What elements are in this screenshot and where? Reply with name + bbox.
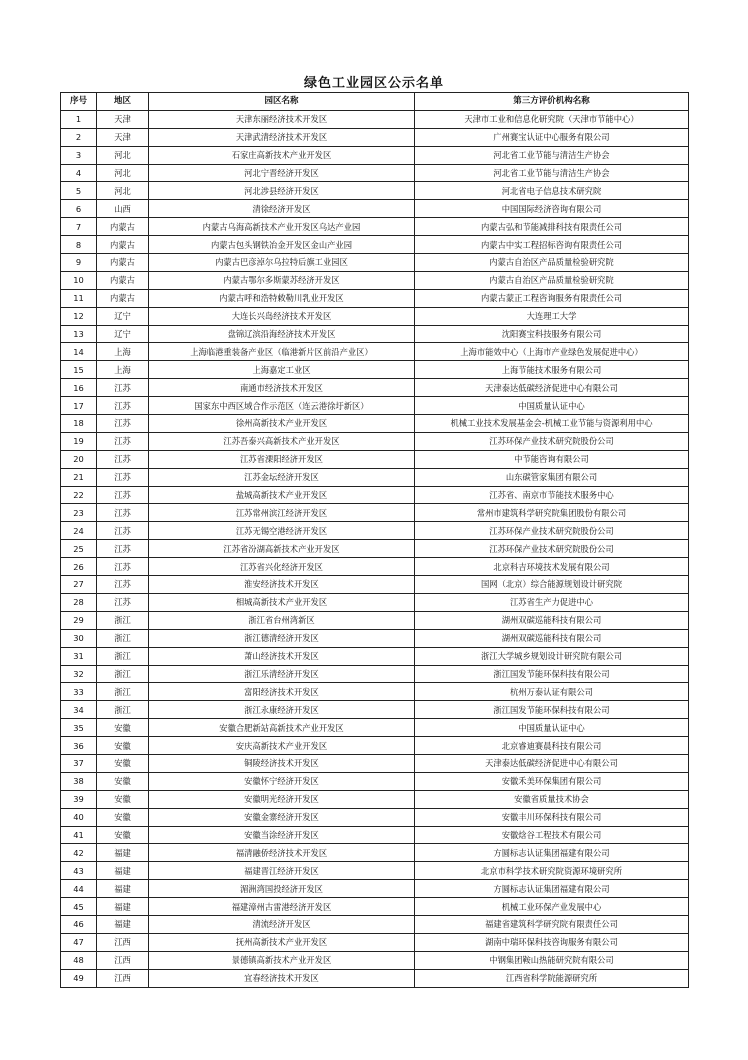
cell-evaluator: 方圆标志认证集团福建有限公司	[415, 844, 689, 862]
table-row	[61, 361, 689, 379]
cell-region: 江苏	[97, 593, 149, 611]
cell-park-name: 国家东中西区域合作示范区（连云港徐圩新区）	[149, 397, 415, 415]
cell-evaluator: 安徽焓谷工程技术有限公司	[415, 826, 689, 844]
cell-region: 江苏	[97, 468, 149, 486]
cell-evaluator: 中国国际经济咨询有限公司	[415, 200, 689, 218]
table-row	[61, 164, 689, 182]
cell-evaluator: 浙江国发节能环保科技有限公司	[415, 701, 689, 719]
table-row	[61, 415, 689, 433]
cell-index: 5	[61, 182, 97, 200]
cell-park-name: 安庆高新技术产业开发区	[149, 737, 415, 755]
cell-evaluator: 国网（北京）综合能源规划设计研究院	[415, 576, 689, 594]
cell-park-name: 淮安经济技术开发区	[149, 576, 415, 594]
cell-index: 11	[61, 289, 97, 307]
table-row	[61, 862, 689, 880]
table-row	[61, 540, 689, 558]
table-row	[61, 307, 689, 325]
cell-park-name: 盐城高新技术产业开发区	[149, 486, 415, 504]
cell-park-name: 天津武清经济技术开发区	[149, 128, 415, 146]
cell-evaluator: 北京市科学技术研究院资源环境研究所	[415, 862, 689, 880]
cell-evaluator: 中节能咨询有限公司	[415, 450, 689, 468]
cell-region: 内蒙古	[97, 289, 149, 307]
cell-evaluator: 机械工业环保产业发展中心	[415, 898, 689, 916]
cell-park-name: 江苏省溧阳经济开发区	[149, 450, 415, 468]
cell-region: 江苏	[97, 432, 149, 450]
cell-park-name: 安徽合肥新站高新技术产业开发区	[149, 719, 415, 737]
table-row	[61, 146, 689, 164]
header-evaluator: 第三方评价机构名称	[415, 93, 689, 111]
cell-region: 辽宁	[97, 325, 149, 343]
cell-evaluator: 安徽丰川环保科技有限公司	[415, 808, 689, 826]
cell-park-name: 宜春经济技术开发区	[149, 969, 415, 987]
cell-region: 浙江	[97, 611, 149, 629]
cell-region: 安徽	[97, 772, 149, 790]
table-body	[61, 110, 689, 987]
cell-evaluator: 江西省科学院能源研究所	[415, 969, 689, 987]
cell-region: 内蒙古	[97, 254, 149, 272]
table-row	[61, 719, 689, 737]
cell-park-name: 萧山经济技术开发区	[149, 647, 415, 665]
cell-park-name: 大连长兴岛经济技术开发区	[149, 307, 415, 325]
cell-evaluator: 机械工业技术发展基金会-机械工业节能与资源利用中心	[415, 415, 689, 433]
table-row	[61, 933, 689, 951]
cell-park-name: 福建漳州古雷港经济开发区	[149, 898, 415, 916]
table-row	[61, 611, 689, 629]
cell-index: 18	[61, 415, 97, 433]
cell-park-name: 清流经济开发区	[149, 915, 415, 933]
cell-evaluator: 中国质量认证中心	[415, 397, 689, 415]
cell-region: 江苏	[97, 540, 149, 558]
table-row	[61, 808, 689, 826]
cell-region: 江苏	[97, 379, 149, 397]
cell-index: 28	[61, 593, 97, 611]
cell-region: 江苏	[97, 486, 149, 504]
cell-region: 安徽	[97, 754, 149, 772]
cell-park-name: 浙江永康经济开发区	[149, 701, 415, 719]
cell-park-name: 浙江德清经济开发区	[149, 629, 415, 647]
cell-region: 河北	[97, 146, 149, 164]
cell-evaluator: 浙江大学城乡规划设计研究院有限公司	[415, 647, 689, 665]
cell-evaluator: 内蒙古蒙正工程咨询服务有限责任公司	[415, 289, 689, 307]
table-row	[61, 200, 689, 218]
cell-park-name: 徐州高新技术产业开发区	[149, 415, 415, 433]
cell-index: 12	[61, 307, 97, 325]
table-row	[61, 665, 689, 683]
cell-park-name: 内蒙古乌海高新技术产业开发区乌达产业园	[149, 218, 415, 236]
cell-park-name: 内蒙古包头钢铁冶金开发区金山产业园	[149, 236, 415, 254]
cell-index: 34	[61, 701, 97, 719]
cell-evaluator: 安徽省质量技术协会	[415, 790, 689, 808]
header-region: 地区	[97, 93, 149, 111]
cell-region: 内蒙古	[97, 218, 149, 236]
table-row	[61, 790, 689, 808]
cell-index: 44	[61, 880, 97, 898]
cell-index: 10	[61, 271, 97, 289]
cell-index: 46	[61, 915, 97, 933]
cell-evaluator: 大连理工大学	[415, 307, 689, 325]
cell-index: 24	[61, 522, 97, 540]
cell-evaluator: 湖州双碳巡能科技有限公司	[415, 611, 689, 629]
cell-index: 25	[61, 540, 97, 558]
table-row	[61, 647, 689, 665]
cell-region: 江苏	[97, 522, 149, 540]
cell-region: 江苏	[97, 576, 149, 594]
cell-park-name: 内蒙古巴彦淖尔乌拉特后旗工业园区	[149, 254, 415, 272]
table-row	[61, 880, 689, 898]
cell-evaluator: 天津泰达低碳经济促进中心有限公司	[415, 379, 689, 397]
cell-index: 16	[61, 379, 97, 397]
cell-index: 15	[61, 361, 97, 379]
cell-region: 福建	[97, 880, 149, 898]
cell-index: 30	[61, 629, 97, 647]
table-row	[61, 432, 689, 450]
table-row	[61, 772, 689, 790]
cell-index: 17	[61, 397, 97, 415]
cell-region: 河北	[97, 182, 149, 200]
table-row	[61, 397, 689, 415]
cell-region: 内蒙古	[97, 271, 149, 289]
table-row	[61, 325, 689, 343]
cell-evaluator: 安徽禾美环保集团有限公司	[415, 772, 689, 790]
cell-index: 42	[61, 844, 97, 862]
cell-evaluator: 北京科吉环境技术发展有限公司	[415, 558, 689, 576]
cell-evaluator: 中钢集团鞍山热能研究院有限公司	[415, 951, 689, 969]
table-row	[61, 683, 689, 701]
cell-index: 32	[61, 665, 97, 683]
cell-park-name: 南通市经济技术开发区	[149, 379, 415, 397]
cell-region: 天津	[97, 128, 149, 146]
cell-park-name: 安徽明光经济开发区	[149, 790, 415, 808]
cell-region: 河北	[97, 164, 149, 182]
table-row	[61, 576, 689, 594]
cell-index: 47	[61, 933, 97, 951]
cell-region: 江西	[97, 951, 149, 969]
cell-park-name: 江苏无锡空港经济开发区	[149, 522, 415, 540]
cell-index: 29	[61, 611, 97, 629]
cell-index: 4	[61, 164, 97, 182]
cell-index: 27	[61, 576, 97, 594]
cell-park-name: 安徽当涂经济开发区	[149, 826, 415, 844]
cell-region: 福建	[97, 915, 149, 933]
cell-park-name: 江苏省兴化经济开发区	[149, 558, 415, 576]
cell-region: 山西	[97, 200, 149, 218]
table-row	[61, 379, 689, 397]
cell-evaluator: 江苏环保产业技术研究院股份公司	[415, 540, 689, 558]
cell-park-name: 内蒙古鄂尔多斯蒙苏经济开发区	[149, 271, 415, 289]
table-row	[61, 593, 689, 611]
cell-index: 6	[61, 200, 97, 218]
cell-park-name: 抚州高新技术产业开发区	[149, 933, 415, 951]
cell-park-name: 安徽怀宁经济开发区	[149, 772, 415, 790]
cell-park-name: 江苏常州滨江经济开发区	[149, 504, 415, 522]
cell-index: 39	[61, 790, 97, 808]
cell-park-name: 河北宁晋经济开发区	[149, 164, 415, 182]
cell-evaluator: 山东碳管家集团有限公司	[415, 468, 689, 486]
cell-index: 49	[61, 969, 97, 987]
cell-region: 福建	[97, 862, 149, 880]
cell-park-name: 福建晋江经济开发区	[149, 862, 415, 880]
table-row	[61, 468, 689, 486]
table-row	[61, 218, 689, 236]
cell-index: 7	[61, 218, 97, 236]
cell-park-name: 浙江乐清经济开发区	[149, 665, 415, 683]
cell-park-name: 上海嘉定工业区	[149, 361, 415, 379]
table-row	[61, 522, 689, 540]
cell-index: 2	[61, 128, 97, 146]
cell-evaluator: 江苏省生产力促进中心	[415, 593, 689, 611]
cell-evaluator: 湖州双碳巡能科技有限公司	[415, 629, 689, 647]
cell-index: 38	[61, 772, 97, 790]
cell-region: 安徽	[97, 737, 149, 755]
cell-evaluator: 天津泰达低碳经济促进中心有限公司	[415, 754, 689, 772]
cell-index: 23	[61, 504, 97, 522]
cell-park-name: 上海临港重装备产业区（临港新片区前沿产业区）	[149, 343, 415, 361]
cell-park-name: 安徽金寨经济开发区	[149, 808, 415, 826]
table-row	[61, 754, 689, 772]
cell-region: 天津	[97, 110, 149, 128]
cell-index: 21	[61, 468, 97, 486]
cell-evaluator: 中国质量认证中心	[415, 719, 689, 737]
cell-park-name: 石家庄高新技术产业开发区	[149, 146, 415, 164]
table-header-row	[61, 93, 689, 111]
cell-evaluator: 上海市能效中心（上海市产业绿色发展促进中心）	[415, 343, 689, 361]
cell-evaluator: 河北省工业节能与清洁生产协会	[415, 164, 689, 182]
cell-region: 福建	[97, 844, 149, 862]
cell-region: 浙江	[97, 701, 149, 719]
cell-park-name: 富阳经济技术开发区	[149, 683, 415, 701]
table-row	[61, 701, 689, 719]
cell-evaluator: 广州赛宝认证中心服务有限公司	[415, 128, 689, 146]
cell-evaluator: 内蒙古中实工程招标咨询有限责任公司	[415, 236, 689, 254]
cell-index: 20	[61, 450, 97, 468]
cell-region: 江苏	[97, 558, 149, 576]
cell-park-name: 内蒙古呼和浩特敕勒川乳业开发区	[149, 289, 415, 307]
cell-region: 浙江	[97, 629, 149, 647]
table-row	[61, 254, 689, 272]
cell-region: 江苏	[97, 415, 149, 433]
cell-index: 35	[61, 719, 97, 737]
cell-park-name: 铜陵经济技术开发区	[149, 754, 415, 772]
cell-evaluator: 杭州万泰认证有限公司	[415, 683, 689, 701]
cell-park-name: 湄洲湾国投经济开发区	[149, 880, 415, 898]
cell-evaluator: 上海节能技术服务有限公司	[415, 361, 689, 379]
table-row	[61, 969, 689, 987]
cell-evaluator: 河北省工业节能与清洁生产协会	[415, 146, 689, 164]
cell-index: 48	[61, 951, 97, 969]
park-list-table	[60, 92, 689, 988]
table-row	[61, 343, 689, 361]
cell-index: 37	[61, 754, 97, 772]
cell-index: 36	[61, 737, 97, 755]
cell-park-name: 清徐经济开发区	[149, 200, 415, 218]
cell-region: 安徽	[97, 808, 149, 826]
cell-region: 浙江	[97, 665, 149, 683]
table-row	[61, 898, 689, 916]
cell-region: 江苏	[97, 397, 149, 415]
cell-index: 14	[61, 343, 97, 361]
cell-region: 江苏	[97, 450, 149, 468]
cell-evaluator: 江苏环保产业技术研究院股份公司	[415, 522, 689, 540]
cell-region: 上海	[97, 361, 149, 379]
table-row	[61, 450, 689, 468]
cell-evaluator: 河北省电子信息技术研究院	[415, 182, 689, 200]
cell-evaluator: 方圆标志认证集团福建有限公司	[415, 880, 689, 898]
cell-region: 安徽	[97, 719, 149, 737]
cell-evaluator: 浙江国发节能环保科技有限公司	[415, 665, 689, 683]
table-row	[61, 629, 689, 647]
cell-region: 内蒙古	[97, 236, 149, 254]
cell-region: 江西	[97, 933, 149, 951]
table-row	[61, 289, 689, 307]
cell-evaluator: 福建省建筑科学研究院有限责任公司	[415, 915, 689, 933]
cell-index: 40	[61, 808, 97, 826]
cell-park-name: 天津东丽经济技术开发区	[149, 110, 415, 128]
cell-park-name: 河北涉县经济开发区	[149, 182, 415, 200]
cell-park-name: 相城高新技术产业开发区	[149, 593, 415, 611]
table-row	[61, 504, 689, 522]
cell-evaluator: 内蒙古弘和节能减排科技有限责任公司	[415, 218, 689, 236]
cell-index: 9	[61, 254, 97, 272]
table-row	[61, 915, 689, 933]
header-index: 序号	[61, 93, 97, 111]
cell-evaluator: 北京睿迪赛晨科技有限公司	[415, 737, 689, 755]
cell-park-name: 浙江省台州湾新区	[149, 611, 415, 629]
cell-region: 安徽	[97, 826, 149, 844]
cell-index: 8	[61, 236, 97, 254]
document-title: 绿色工业园区公示名单	[303, 76, 444, 91]
cell-index: 45	[61, 898, 97, 916]
cell-region: 江苏	[97, 504, 149, 522]
cell-park-name: 景德镇高新技术产业开发区	[149, 951, 415, 969]
table-row	[61, 110, 689, 128]
cell-park-name: 江苏省汾湖高新技术产业开发区	[149, 540, 415, 558]
cell-index: 19	[61, 432, 97, 450]
cell-region: 江西	[97, 969, 149, 987]
table-row	[61, 558, 689, 576]
cell-evaluator: 江苏环保产业技术研究院股份公司	[415, 432, 689, 450]
cell-index: 31	[61, 647, 97, 665]
table-row	[61, 182, 689, 200]
cell-index: 22	[61, 486, 97, 504]
cell-evaluator: 内蒙古自治区产品质量检验研究院	[415, 254, 689, 272]
cell-index: 13	[61, 325, 97, 343]
cell-index: 26	[61, 558, 97, 576]
cell-park-name: 福清融侨经济技术开发区	[149, 844, 415, 862]
table-row	[61, 826, 689, 844]
cell-evaluator: 常州市建筑科学研究院集团股份有限公司	[415, 504, 689, 522]
cell-evaluator: 沈阳赛宝科技服务有限公司	[415, 325, 689, 343]
table-row	[61, 236, 689, 254]
cell-region: 福建	[97, 898, 149, 916]
table-row	[61, 128, 689, 146]
table-row	[61, 737, 689, 755]
cell-evaluator: 江苏省、南京市节能技术服务中心	[415, 486, 689, 504]
cell-index: 33	[61, 683, 97, 701]
cell-park-name: 江苏吾泰兴高新技术产业开发区	[149, 432, 415, 450]
cell-index: 1	[61, 110, 97, 128]
cell-park-name: 江苏金坛经济开发区	[149, 468, 415, 486]
cell-region: 浙江	[97, 647, 149, 665]
cell-region: 辽宁	[97, 307, 149, 325]
table-row	[61, 486, 689, 504]
cell-evaluator: 内蒙古自治区产品质量检验研究院	[415, 271, 689, 289]
table-row	[61, 951, 689, 969]
cell-evaluator: 湖南中瑞环保科技咨询服务有限公司	[415, 933, 689, 951]
cell-region: 上海	[97, 343, 149, 361]
header-park-name: 园区名称	[149, 93, 415, 111]
cell-park-name: 盘锦辽滨沿海经济技术开发区	[149, 325, 415, 343]
table-row	[61, 844, 689, 862]
cell-index: 3	[61, 146, 97, 164]
cell-region: 安徽	[97, 790, 149, 808]
cell-evaluator: 天津市工业和信息化研究院（天津市节能中心）	[415, 110, 689, 128]
cell-index: 41	[61, 826, 97, 844]
table-row	[61, 271, 689, 289]
cell-index: 43	[61, 862, 97, 880]
cell-region: 浙江	[97, 683, 149, 701]
